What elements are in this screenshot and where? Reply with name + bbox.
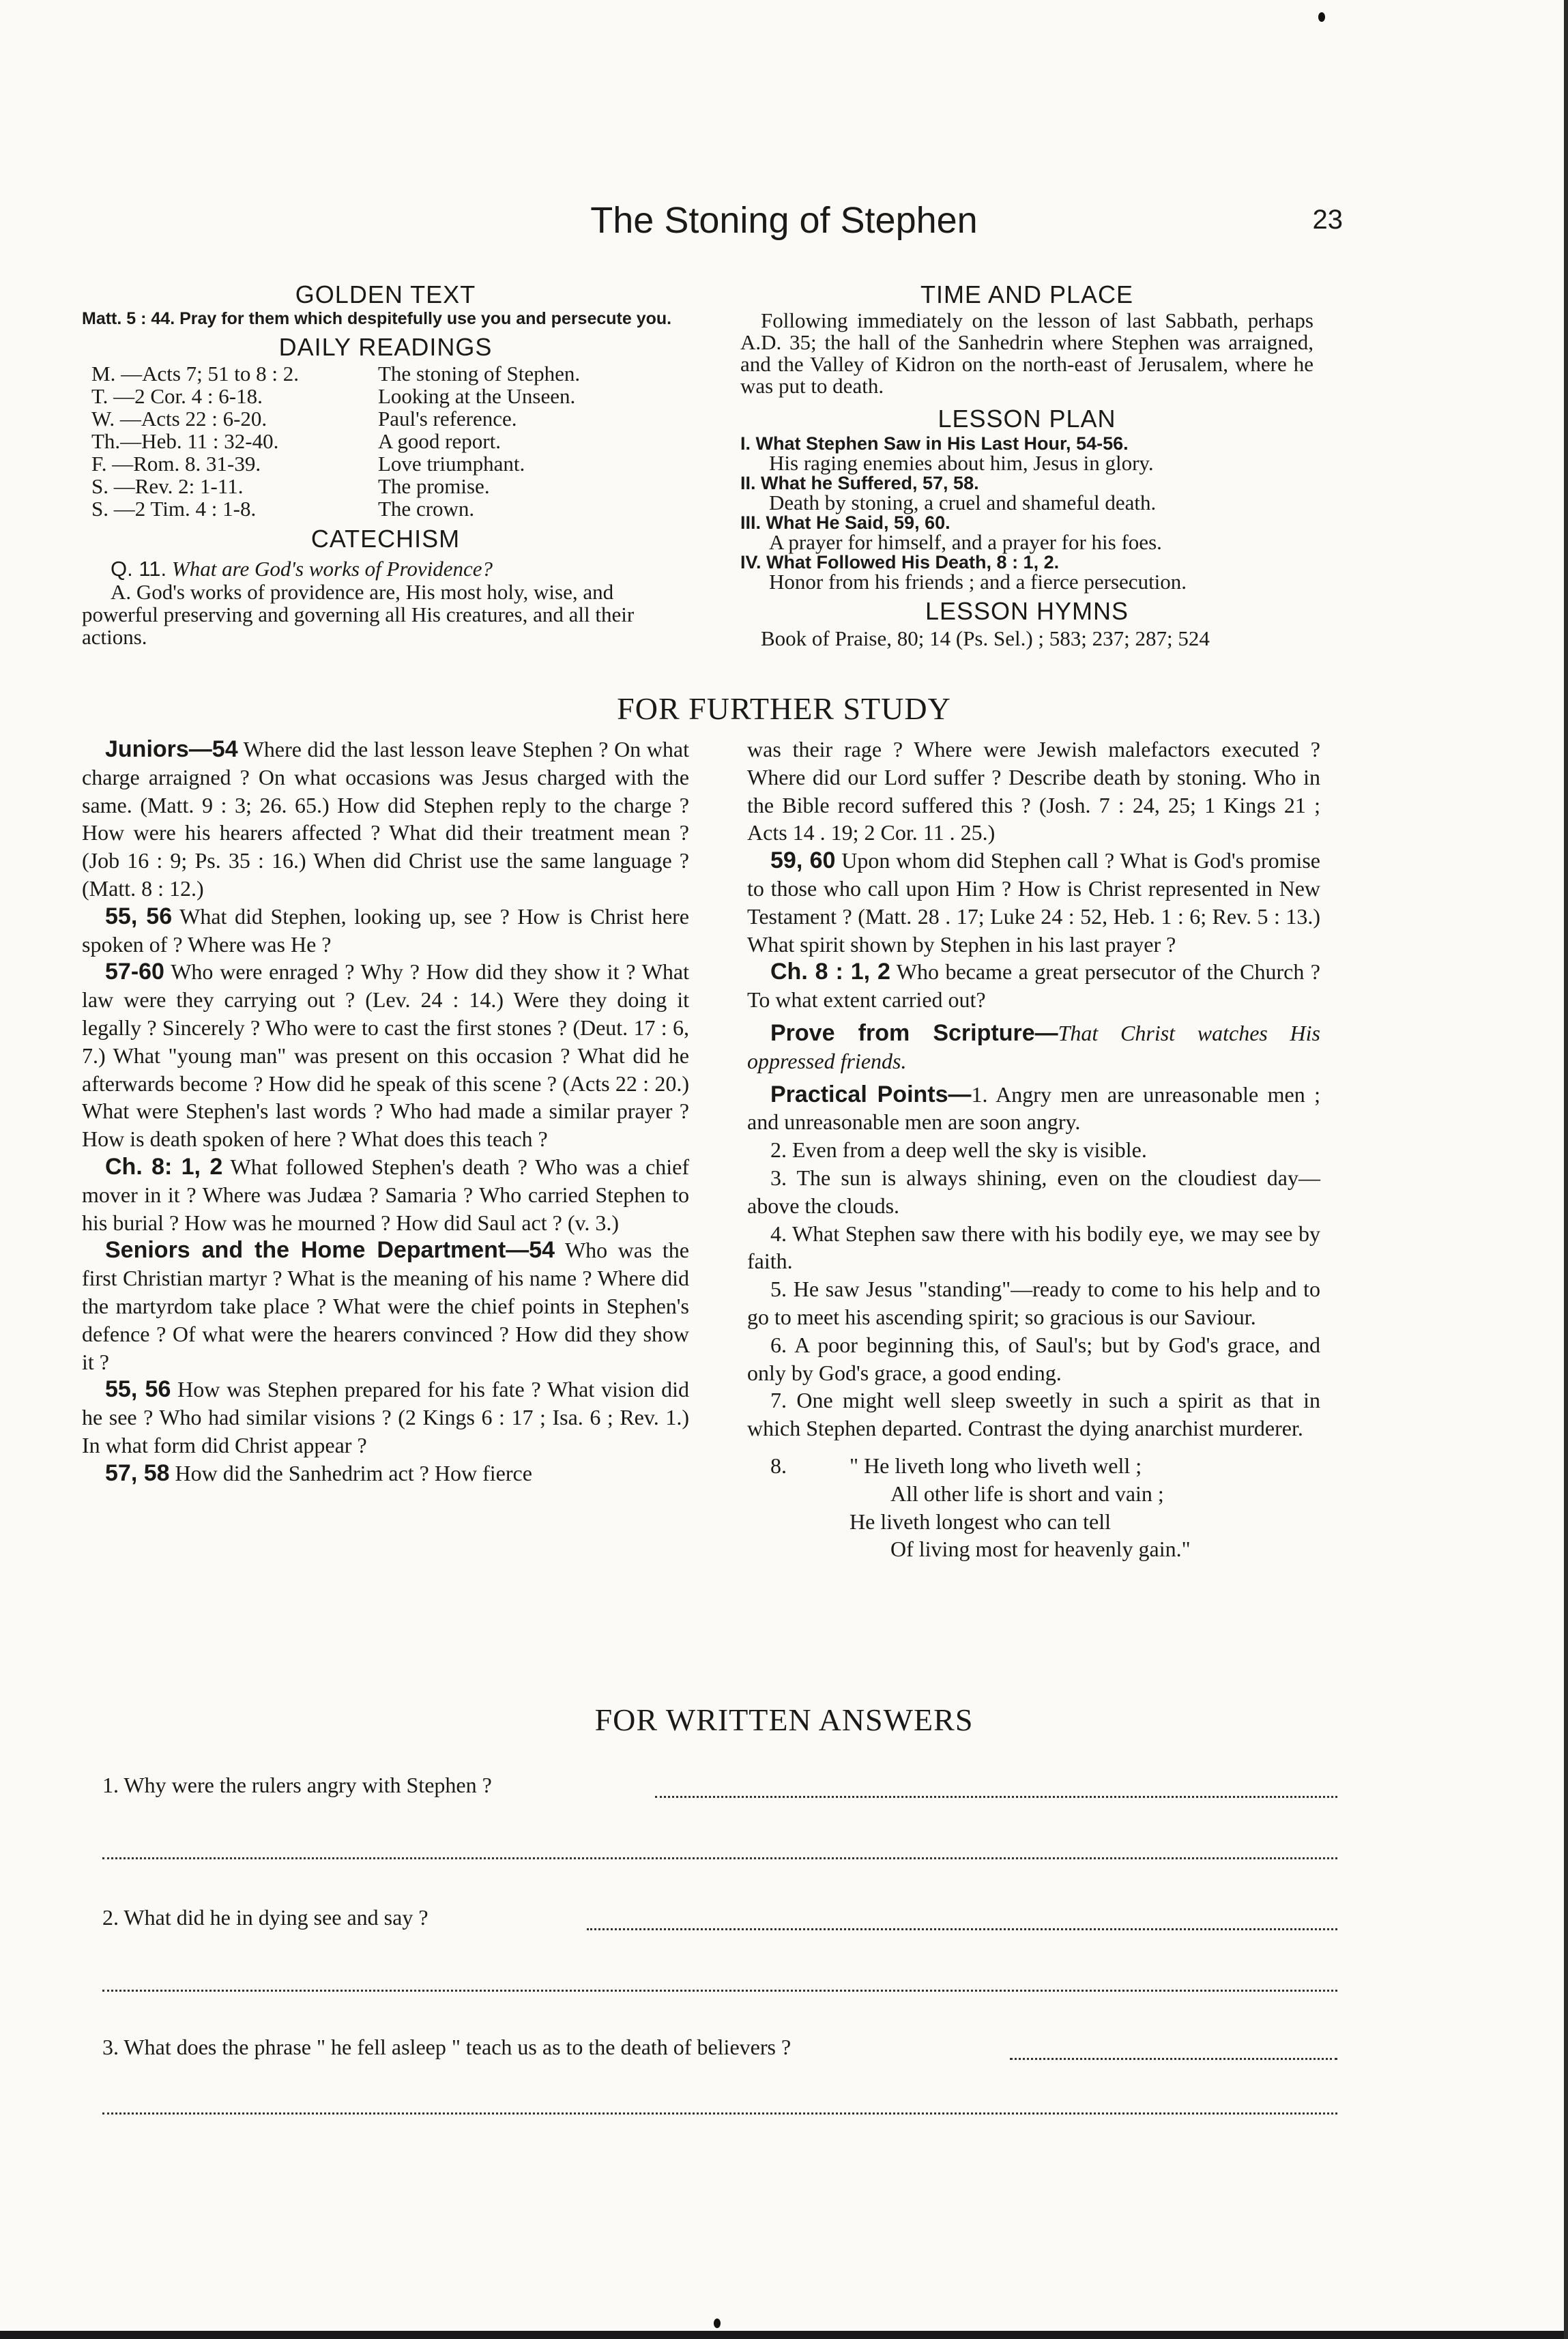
- practical-point: 4. What Stephen saw there with his bodily eye, we may see by faith.: [747, 1221, 1320, 1274]
- print-mark: [714, 2319, 721, 2328]
- list-item: T. —2 Cor. 4 : 6-18. Looking at the Unseen.: [91, 384, 576, 408]
- catechism-question-text: What are God's works of Providence?: [171, 557, 493, 581]
- time-place-heading: TIME AND PLACE: [920, 280, 1134, 308]
- page-number: 23: [1312, 205, 1343, 235]
- print-mark: [1318, 12, 1325, 22]
- lesson-plan-heading: LESSON PLAN: [938, 405, 1116, 433]
- study-paragraph: Juniors—54 Where did the last lesson leave Stephen ? On what charge arraigned ? On what occasions was Jesus charged with the same. (Matt. 9 : 3; 26. 65.) How did Stephen reply to the charge ? How were his hearers affected ? What did their treatment mean ? (Job 16 : 9; Ps. 35 : 16.) When did Christ use the same language ? (Matt. 8 : 12.): [82, 736, 689, 901]
- list-item: F. —Rom. 8. 31-39. Love triumphant.: [91, 452, 525, 476]
- further-study-right-column: [747, 736, 1320, 1563]
- practical-point: 5. He saw Jesus "standing"—ready to come to his help and to go to meet his ascending spirit; so gracious is our Saviour.: [747, 1277, 1320, 1329]
- answer-line[interactable]: [102, 2112, 1337, 2115]
- golden-text: Matt. 5 : 44. Pray for them which despitefully use you and persecute you.: [82, 309, 672, 328]
- written-question-1: 1. Why were the rulers angry with Stephen ?: [102, 1773, 492, 1797]
- study-paragraph: 57, 58 How did the Sanhedrim act ? How fierce: [105, 1459, 532, 1486]
- lesson-hymns-text: Book of Praise, 80; 14 (Ps. Sel.) ; 583; 237; 287; 524: [761, 626, 1210, 650]
- poem-label: 8.: [770, 1453, 787, 1478]
- answer-line[interactable]: [102, 1857, 1337, 1859]
- poem-line: Of living most for heavenly gain.": [890, 1537, 1191, 1562]
- written-question-3: 3. What does the phrase " he fell asleep " teach us as to the death of believers ?: [102, 2035, 792, 2059]
- list-item: W. —Acts 22 : 6-20. Paul's reference.: [91, 407, 517, 431]
- written-question-2: 2. What did he in dying see and say ?: [102, 1905, 429, 1930]
- list-item: II. What he Suffered, 57, 58. Death by stoning, a cruel and shameful death.: [740, 473, 1157, 514]
- poem-line: He liveth longest who can tell: [850, 1509, 1112, 1534]
- catechism-question: [82, 557, 689, 581]
- golden-text-heading: GOLDEN TEXT: [295, 280, 476, 308]
- page-edge: [1564, 0, 1568, 2339]
- poem-line: " He liveth long who liveth well ;: [850, 1453, 1142, 1478]
- catechism-question-label: Q. 11.: [111, 557, 167, 581]
- list-item: S. —Rev. 2: 1-11. The promise.: [91, 474, 490, 498]
- list-item: S. —2 Tim. 4 : 1-8. The crown.: [91, 497, 475, 521]
- list-item: III. What He Said, 59, 60. A prayer for himself, and a prayer for his foes.: [740, 512, 1162, 554]
- practical-point: 3. The sun is always shining, even on the cloudiest day—above the clouds.: [747, 1165, 1320, 1218]
- practical-point: 6. A poor beginning this, of Saul's; but by God's grace, and only by God's grace, a good ending.: [747, 1332, 1320, 1385]
- list-item: Th.—Heb. 11 : 32-40. A good report.: [91, 429, 501, 453]
- study-paragraph-continued: was their rage ? Where were Jewish malefactors executed ? Where did our Lord suffer ? Describe death by stoning. Who in the Bible record suffered this ? (Josh. 7 : 24, 25; 1 Kings 21 ; Acts 14 . 19; 2 Cor. 11 . 25.): [747, 737, 1320, 845]
- page-title: The Stoning of Stephen: [590, 200, 978, 241]
- study-paragraph: Seniors and the Home Department—54 Who was the first Christian martyr ? What is the meaning of his name ? Where did the martyrdom take place ? What were the chief points in Stephen's defence ? Of what were the hearers convinced ? How did they show it ?: [82, 1237, 690, 1374]
- list-item: I. What Stephen Saw in His Last Hour, 54-56. His raging enemies about him, Jesus in glory.: [740, 433, 1154, 475]
- study-paragraph: 55, 56 What did Stephen, looking up, see ? How is Christ here spoken of ? Where was He ?: [82, 903, 690, 957]
- poem-line: All other life is short and vain ;: [890, 1481, 1164, 1506]
- practical-point: 2. Even from a deep well the sky is visible.: [770, 1137, 1147, 1163]
- daily-readings-heading: DAILY READINGS: [278, 333, 493, 361]
- catechism-answer: A. God's works of providence are, His most holy, wise, and powerful preserving and governing all His creatures, and all their actions.: [82, 580, 635, 649]
- list-item: IV. What Followed His Death, 8 : 1, 2. Honor from his friends ; and a fierce persecution.: [740, 552, 1187, 594]
- list-item: M. —Acts 7; 51 to 8 : 2. The stoning of Stephen.: [91, 362, 581, 386]
- further-study-left-column: [82, 736, 689, 1487]
- study-paragraph: Ch. 8 : 1, 2 Who became a great persecutor of the Church ? To what extent carried out?: [747, 959, 1320, 1013]
- practical-points: Practical Points—1. Angry men are unreasonable men ; and unreasonable men are soon angry.: [747, 1081, 1321, 1135]
- poem: [747, 1452, 1320, 1563]
- prove-from-scripture: Prove from Scripture—That Christ watches His oppressed friends.: [747, 1019, 1320, 1073]
- study-paragraph: 57-60 Who were enraged ? Why ? How did they show it ? What law were they carrying out ? (Lev. 24 : 14.) Were they doing it legally ? Sincerely ? Who were to cast the first stones ? (Deut. 17 : 6, 7.) What "young man" was present on this occasion ? What did he afterwards become ? How did he speak of this scene ? (Acts 22 : 20.) What were Stephen's last words ? Who had made a similar prayer ? How is death spoken of here ? What does this teach ?: [82, 959, 689, 1152]
- lesson-hymns-heading: LESSON HYMNS: [925, 597, 1129, 625]
- time-place-text: Following immediately on the lesson of last Sabbath, perhaps A.D. 35; the hall of the Sanhedrin where Stephen was arraigned, and the Valley of Kidron on the north-east of Jerusalem, where he was put to death.: [740, 308, 1313, 398]
- study-paragraph: 55, 56 How was Stephen prepared for his fate ? What vision did he see ? Who had similar visions ? (2 Kings 6 : 17 ; Isa. 6 ; Rev. 1.) In what form did Christ appear ?: [82, 1376, 690, 1457]
- study-paragraph: Ch. 8: 1, 2 What followed Stephen's death ? Who was a chief mover in it ? Where was Judæa ? Samaria ? Who carried Stephen to his burial ? How was he mourned ? How did Saul act ? (v. 3.): [82, 1153, 689, 1235]
- page-header: [82, 199, 1486, 254]
- answer-line[interactable]: [1010, 2058, 1337, 2060]
- practical-point: 7. One might well sleep sweetly in such a spirit as that in which Stephen departed. Contrast the dying anarchist murderer.: [747, 1388, 1320, 1441]
- answer-line[interactable]: [102, 1990, 1337, 1992]
- page-edge: [0, 2331, 1568, 2339]
- answer-line[interactable]: [587, 1928, 1337, 1930]
- lesson-plan-list: [740, 434, 1313, 592]
- further-study-heading: FOR FURTHER STUDY: [617, 691, 951, 726]
- right-info-column: [740, 280, 1313, 650]
- daily-readings-list: [82, 362, 689, 520]
- answer-line[interactable]: [655, 1796, 1337, 1798]
- left-info-column: [82, 280, 689, 648]
- catechism-heading: CATECHISM: [310, 525, 461, 553]
- written-answers-heading: FOR WRITTEN ANSWERS: [594, 1702, 974, 1737]
- study-paragraph: 59, 60 Upon whom did Stephen call ? What is God's promise to those who call upon Him ? How is Christ represented in New Testament ? (Matt. 28 . 17; Luke 24 : 52, Heb. 1 : 6; Rev. 5 : 13.) What spirit shown by Stephen in his last prayer ?: [747, 847, 1321, 957]
